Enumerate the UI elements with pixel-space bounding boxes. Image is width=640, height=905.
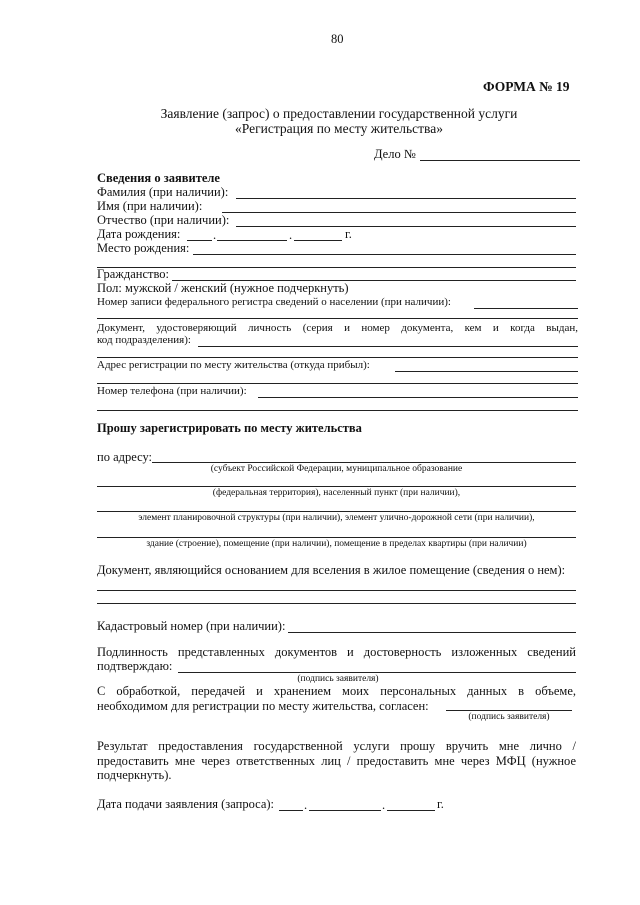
consent-text-2: необходимом для регистрации по месту жительства, согласен: (97, 699, 429, 713)
title-line-1: Заявление (запрос) о предоставлении государственной услуги (160, 106, 518, 121)
registry-number-field-2[interactable] (97, 318, 578, 319)
form-label: ФОРМА № 19 (483, 79, 570, 94)
name-field[interactable] (222, 212, 576, 213)
surname-label: Фамилия (при наличии): (97, 185, 229, 199)
prev-address-field[interactable] (395, 371, 578, 372)
id-document-label-2: код подразделения): (97, 334, 191, 346)
birth-date-label: Дата рождения: (97, 227, 181, 241)
birth-month-field[interactable] (217, 240, 287, 241)
address-label: по адресу: (97, 450, 153, 464)
case-number-field[interactable] (420, 160, 580, 161)
case-number-label: Дело № (374, 147, 416, 161)
submit-day-field[interactable] (279, 810, 303, 811)
birth-year-suffix: г. (345, 227, 352, 241)
cadastral-field[interactable] (288, 632, 576, 633)
signature-hint-1: (подпись заявителя) (297, 674, 379, 684)
birth-place-field[interactable] (193, 254, 576, 255)
birth-place-label: Место рождения: (97, 241, 190, 255)
result-text-2: предоставить мне через ответственных лиц / предоставить мне через МФЦ (нужное (97, 754, 576, 768)
patronymic-label: Отчество (при наличии): (97, 213, 230, 227)
citizenship-label: Гражданство: (97, 267, 170, 281)
signature-hint-2: (подпись заявителя) (468, 712, 550, 722)
surname-field[interactable] (236, 198, 576, 199)
basis-document-label: Документ, являющийся основанием для вселения в жилое помещение (сведения о нем): (97, 563, 566, 577)
confirm-text-1: Подлинность представленных документов и достоверность изложенных сведений (97, 645, 576, 659)
submit-year-field[interactable] (387, 810, 435, 811)
submit-month-field[interactable] (309, 810, 381, 811)
consent-text-1: С обработкой, передачей и хранением моих персональных данных в объеме, (97, 684, 576, 698)
confirm-text-2: подтверждаю: (97, 659, 173, 673)
cadastral-label: Кадастровый номер (при наличии): (97, 619, 286, 633)
address-field-1[interactable] (152, 462, 576, 463)
id-document-field[interactable] (198, 346, 578, 347)
basis-document-field-1[interactable] (97, 590, 576, 591)
result-text-3: подчеркнуть). (97, 768, 172, 782)
submit-date-label: Дата подачи заявления (запроса): (97, 797, 275, 811)
applicant-heading: Сведения о заявителе (97, 171, 220, 185)
consent-signature-field[interactable] (446, 710, 572, 711)
address-hint-4: здание (строение), помещение (при наличии), помещение в пределах квартиры (при наличии) (146, 539, 527, 549)
prev-address-label: Адрес регистрации по месту жительства (откуда прибыл): (97, 359, 370, 371)
birth-day-field[interactable] (187, 240, 212, 241)
phone-field-2[interactable] (97, 410, 578, 411)
address-field-3[interactable] (97, 511, 576, 512)
confirm-signature-field[interactable] (178, 672, 576, 673)
name-label: Имя (при наличии): (97, 199, 203, 213)
result-text-1: Результат предоставления государственной услуги прошу вручить мне лично / (97, 739, 576, 753)
address-field-4[interactable] (97, 537, 576, 538)
phone-field[interactable] (258, 397, 578, 398)
basis-document-field-2[interactable] (97, 603, 576, 604)
page-number: 80 (331, 32, 344, 46)
registry-number-label: Номер записи федерального регистра сведений о населении (при наличии): (97, 296, 451, 308)
request-heading: Прошу зарегистрировать по месту жительства (97, 421, 362, 435)
address-hint-1: (субъект Российской Федерации, муниципальное образование (210, 464, 463, 474)
title-line-2: «Регистрация по месту жительства» (235, 121, 443, 136)
address-field-2[interactable] (97, 486, 576, 487)
sex-label: Пол: мужской / женский (нужное подчеркнуть) (97, 281, 349, 295)
prev-address-field-2[interactable] (97, 383, 578, 384)
birth-year-field[interactable] (294, 240, 342, 241)
submit-year-suffix: г. (437, 797, 444, 811)
id-document-label-1: Документ, удостоверяющий личность (серия и номер документа, кем и когда выдан, (97, 322, 578, 334)
registry-number-field[interactable] (474, 308, 578, 309)
address-hint-2: (федеральная территория), населенный пункт (при наличии), (212, 488, 461, 498)
patronymic-field[interactable] (236, 226, 576, 227)
id-document-field-2[interactable] (97, 357, 578, 358)
address-hint-3: элемент планировочной структуры (при наличии), элемент улично-дорожной сети (при наличии), (138, 513, 535, 523)
phone-label: Номер телефона (при наличии): (97, 385, 247, 397)
